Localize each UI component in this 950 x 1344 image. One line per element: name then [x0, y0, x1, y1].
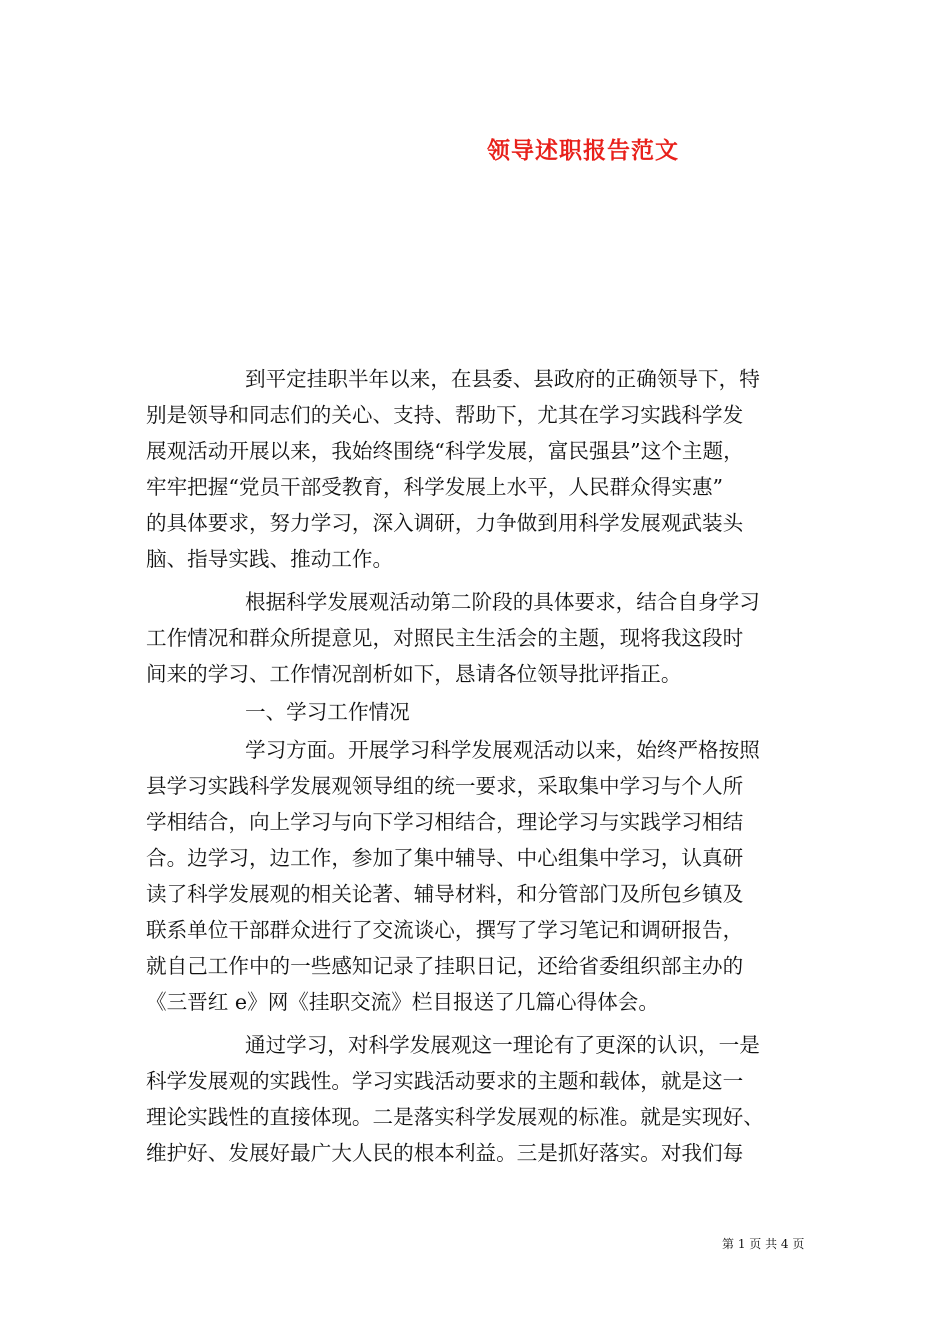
- paragraph-line: 间来的学习、工作情况剖析如下，恳请各位领导批评指正。: [146, 662, 682, 686]
- page-number-footer: 第 1 页 共 4 页: [722, 1237, 805, 1251]
- paragraph-line: 学相结合，向上学习与向下学习相结合，理论学习与实践学习相结: [146, 810, 744, 834]
- paragraph-line: 理论实践性的直接体现。二是落实科学发展观的标准。就是实现好、: [146, 1105, 764, 1129]
- paragraph-line: 就自己工作中的一些感知记录了挂职日记，还给省委组织部主办的: [146, 954, 744, 978]
- paragraph-line: 合。边学习，边工作，参加了集中辅导、中心组集中学习，认真研: [146, 846, 744, 870]
- paragraph-line: 工作情况和群众所提意见，对照民主生活会的主题，现将我这段时: [146, 626, 744, 650]
- paragraph-line: 脑、指导实践、推动工作。: [146, 547, 394, 571]
- paragraph-line: 牢牢把握“党员干部受教育，科学发展上水平，人民群众得实惠”: [146, 475, 724, 499]
- section-heading: 一、学习工作情况: [245, 700, 410, 724]
- paragraph-line: 通过学习，对科学发展观这一理论有了更深的认识，一是: [245, 1033, 760, 1057]
- paragraph-line: 县学习实践科学发展观领导组的统一要求，采取集中学习与个人所: [146, 774, 744, 798]
- paragraph-line: 读了科学发展观的相关论著、辅导材料，和分管部门及所包乡镇及: [146, 882, 744, 906]
- paragraph-line: 学习方面。开展学习科学发展观活动以来，始终严格按照: [245, 738, 760, 762]
- document-title: 领导述职报告范文: [487, 137, 679, 164]
- paragraph-line: 展观活动开展以来，我始终围绕“科学发展，富民强县”这个主题，: [146, 439, 744, 463]
- paragraph-line: 联系单位干部群众进行了交流谈心，撰写了学习笔记和调研报告，: [146, 918, 744, 942]
- paragraph-line: 别是领导和同志们的关心、支持、帮助下，尤其在学习实践科学发: [146, 403, 744, 427]
- paragraph-line: 《三晋红 e》网《挂职交流》栏目报送了几篇心得体会。: [146, 990, 659, 1014]
- paragraph-line: 根据科学发展观活动第二阶段的具体要求，结合自身学习: [245, 590, 760, 614]
- paragraph-line: 到平定挂职半年以来，在县委、县政府的正确领导下，特: [245, 367, 760, 391]
- paragraph-line: 科学发展观的实践性。学习实践活动要求的主题和载体，就是这一: [146, 1069, 744, 1093]
- paragraph-line: 的具体要求，努力学习，深入调研，力争做到用科学发展观武装头: [146, 511, 744, 535]
- paragraph-line: 维护好、发展好最广大人民的根本利益。三是抓好落实。对我们每: [146, 1141, 744, 1165]
